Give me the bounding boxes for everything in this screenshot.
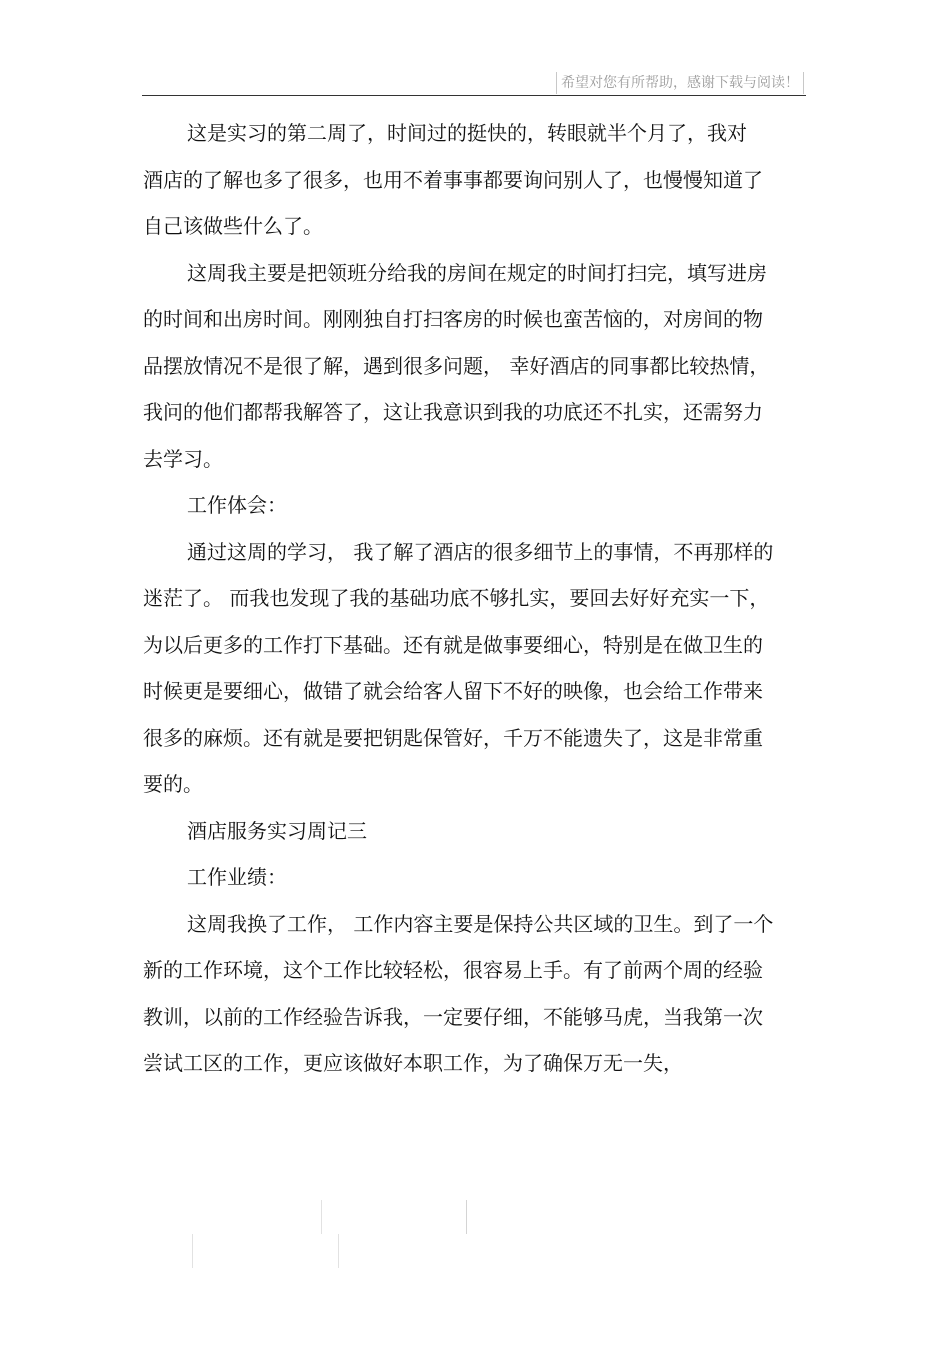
paragraph-heading-work-results xyxy=(143,854,805,901)
paragraph-heading-weekly-journal-3 xyxy=(143,808,805,855)
text-line: 去学习。 xyxy=(143,446,223,471)
text-line: 新的工作环境，这个工作比较轻松，很容易上手。有了前两个周的经验 xyxy=(143,958,763,982)
text-line: 很多的麻烦。还有就是要把钥匙保管好，千万不能遗失了，这是非常重 xyxy=(143,725,763,750)
paragraph-4 xyxy=(143,529,805,808)
paragraph-2 xyxy=(143,250,805,483)
paragraph-heading-work-experience xyxy=(143,482,805,529)
document-body xyxy=(143,110,805,1087)
text-line: 酒店的了解也多了很多，也用不着事事都要询问别人了，也慢慢知道了 xyxy=(143,167,763,192)
text-line: 我问的他们都帮我解答了，这让我意识到我的功底还不扎实，还需努力 xyxy=(143,400,763,424)
text-line: 这是实习的第二周了，时间过的挺快的，转眼就半个月了，我对 xyxy=(187,121,747,145)
header-note-text: 希望对您有所帮助，感谢下载与阅读！ xyxy=(561,75,799,91)
scan-mark xyxy=(192,1234,193,1268)
scan-mark xyxy=(321,1200,322,1234)
text-line: 时候更是要细心，做错了就会给客人留下不好的映像，也会给工作带来 xyxy=(143,679,763,703)
text-line: 自己该做些什么了。 xyxy=(143,214,323,238)
text-line: 通过这周的学习， 我了解了酒店的很多细节上的事情，不再那样的 xyxy=(187,539,774,564)
text-line: 工作体会： xyxy=(187,493,287,517)
text-line: 品摆放情况不是很了解，遇到很多问题， 幸好酒店的同事都比较热情， xyxy=(143,353,770,378)
text-line: 工作业绩： xyxy=(187,865,287,889)
text-line: 的时间和出房时间。刚刚独自打扫客房的时候也蛮苦恼的，对房间的物 xyxy=(143,307,763,331)
text-line: 要的。 xyxy=(143,772,203,796)
text-line: 迷茫了。 而我也发现了我的基础功底不够扎实，要回去好好充实一下， xyxy=(143,586,770,610)
header-note xyxy=(556,72,804,94)
paragraph-1 xyxy=(143,110,805,250)
text-line: 为以后更多的工作打下基础。还有就是做事要细心，特别是在做卫生的 xyxy=(143,632,763,657)
text-line: 这周我主要是把领班分给我的房间在规定的时间打扫完，填写进房 xyxy=(187,260,767,285)
paragraph-7 xyxy=(143,901,805,1087)
text-line: 酒店服务实习周记三 xyxy=(187,818,367,843)
scan-mark xyxy=(338,1234,339,1268)
text-line: 这周我换了工作， 工作内容主要是保持公共区域的卫生。到了一个 xyxy=(187,911,774,936)
text-line: 教训，以前的工作经验告诉我，一定要仔细，不能够马虎，当我第一次 xyxy=(143,1004,763,1029)
header-rule xyxy=(142,95,806,96)
scan-mark xyxy=(466,1200,467,1234)
text-line: 尝试工区的工作，更应该做好本职工作，为了确保万无一失， xyxy=(143,1051,683,1075)
